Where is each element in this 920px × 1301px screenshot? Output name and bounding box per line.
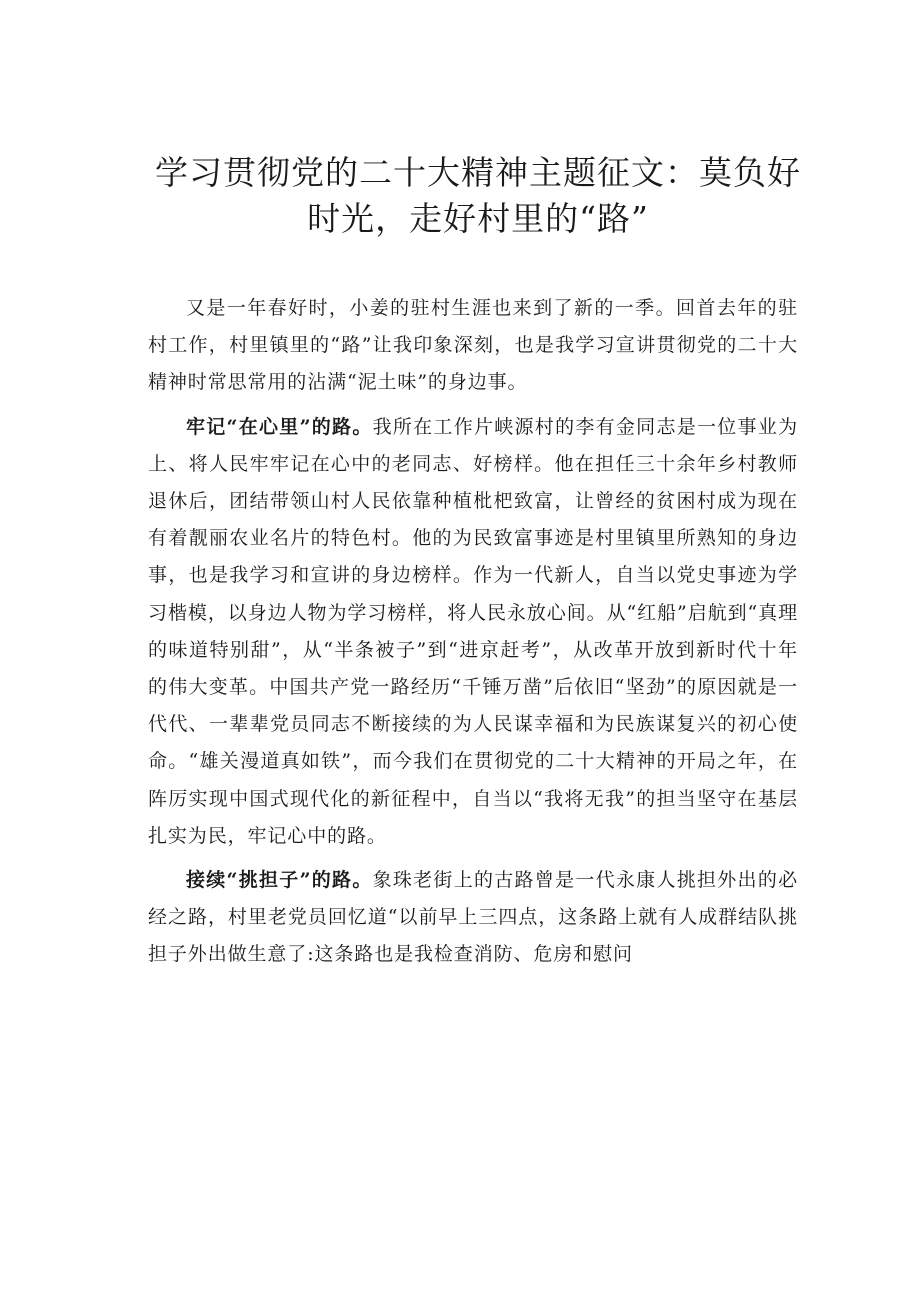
intro-paragraph: [148, 290, 798, 402]
section-paragraph-remember: [148, 409, 798, 855]
section-text-remember: 我所在工作片峡源村的李有金同志是一位事业为上、将人民牢牢记在心中的老同志、好榜样。他在担任三十余年乡村教师退休后，团结带领山村人民依靠种植枇杷致富，让曾经的贫困村成为现在有着靓丽农业名片的特色村。他的为民致富事迹是村里镇里所熟知的身边事，也是我学习和宣讲的身边榜样。作为一代新人，自当以党史事迹为学习楷模，以身边人物为学习榜样，将人民永放心间。从“红船”启航到“真理的味道特别甜”，从“半条被子”到“进京赶考”，从改革开放到新时代十年的伟大变革。中国共产党一路经历“千锤万凿”后依旧“坚劲”的原因就是一代代、一辈辈党员同志不断接续的为人民谋幸福和为民族谋复兴的初心使命。“雄关漫道真如铁”，而今我们在贯彻党的二十大精神的开局之年，在阵厉实现中国式现代化的新征程中，自当以“我将无我”的担当坚守在基层扎实为民，牢记心中的路。: [148, 415, 799, 847]
section-text-carry: 象珠老街上的古路曾是一代永康人挑担外出的必经之路，村里老党员回忆道“以前早上三四点，这条路上就有人成群结队挑担子外出做生意了:这条路也是我检查消防、危房和慰问: [148, 869, 799, 966]
document-body: [148, 290, 798, 981]
section-heading-remember: 牢记“在心里”的路。: [186, 415, 373, 438]
section-paragraph-carry: [148, 862, 798, 974]
intro-paragraph-text: 又是一年春好时，小姜的驻村生涯也来到了新的一季。回首去年的驻村工作，村里镇里的“路”让我印象深刻，也是我学习宣讲贯彻党的二十大精神时常思常用的沾满“泥土味”的身边事。: [148, 297, 798, 394]
section-heading-carry: 接续“挑担子”的路。: [186, 869, 373, 892]
document-title: 学习贯彻党的二十大精神主题征文：莫负好时光，走好村里的“路”: [155, 153, 801, 238]
